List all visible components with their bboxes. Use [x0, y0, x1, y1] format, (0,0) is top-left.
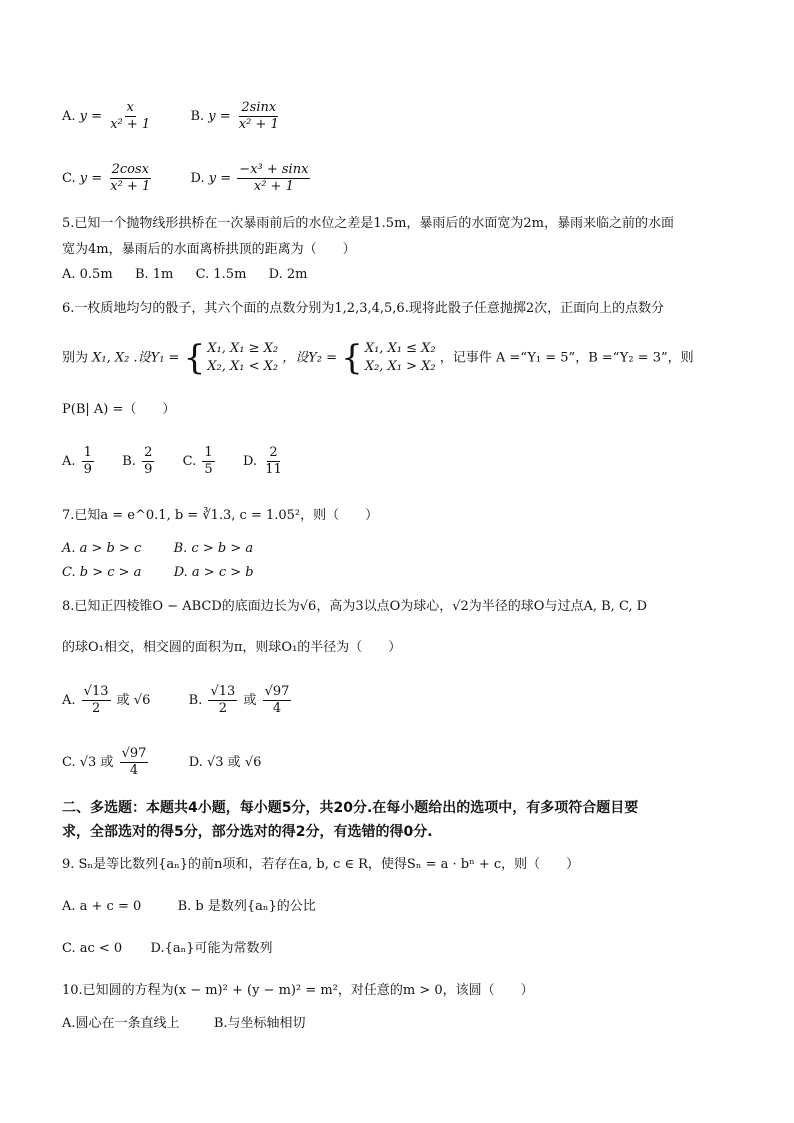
- fraction: [237, 100, 281, 133]
- fraction-numerator: 1: [204, 445, 213, 460]
- q5-stem-line-2: 宽为4m，暴雨后的水面离桥拱顶的距离为（ ）: [62, 242, 356, 257]
- case-2: X₂, X₁ < X₂: [207, 359, 279, 374]
- case-2: X₂, X₁ > X₂: [364, 359, 436, 374]
- q8-option-b-fraction-1: [208, 684, 237, 717]
- q4-option-c: [62, 162, 154, 195]
- q6-option-a-fraction: [82, 445, 94, 478]
- q6-options: [62, 445, 286, 478]
- fraction-numerator: 2cosx: [111, 162, 149, 177]
- q9-options-row-2: [62, 939, 273, 959]
- fraction-numerator: 2sinx: [241, 100, 277, 115]
- q8-options-row-2: [62, 746, 261, 779]
- q4-option-b: [190, 100, 282, 133]
- option-label: B.: [122, 454, 136, 469]
- q4-option-d: [191, 162, 313, 195]
- q8-options-row-1: [62, 684, 293, 717]
- q6-variables: X₁, X₂: [92, 350, 130, 366]
- q7-options-row-2: [62, 563, 254, 583]
- fraction-denominator: x² + 1: [110, 117, 151, 132]
- q6-events: ，记事件 A =“Y₁ = 5”，B =“Y₂ = 3”，则: [439, 350, 694, 366]
- fraction-denominator: x² + 1: [238, 117, 279, 132]
- radical: √3: [79, 755, 97, 770]
- fraction-denominator: 2: [91, 701, 101, 716]
- option-label: C.: [62, 755, 76, 770]
- case-1: X₁, X₁ ≤ X₂: [364, 341, 436, 356]
- option-label: A.: [62, 109, 76, 124]
- fraction-numerator: 1: [83, 445, 92, 460]
- q7-option-b: B. c > b > a: [173, 541, 254, 556]
- option-label: C.: [62, 171, 76, 186]
- fraction-numerator: 2: [144, 445, 153, 460]
- q4-options-row-2: [62, 162, 312, 195]
- option-label: C.: [182, 454, 197, 469]
- option-label: A.: [62, 454, 76, 469]
- radical: √6: [133, 693, 151, 708]
- q6-y1-def: .设Y₁ =: [133, 350, 180, 366]
- fraction-denominator: x² + 1: [110, 179, 151, 194]
- option-label: A.: [62, 693, 76, 708]
- q6-option-d-fraction: [263, 445, 284, 478]
- q10-options-row-1: [62, 1014, 306, 1034]
- q10-option-a: A.圆心在一条直线上: [62, 1016, 180, 1031]
- option-label: B.: [190, 109, 205, 124]
- q6-stem-line-1: 6.一枚质地均匀的骰子，其六个面的点数分别为1,2,3,4,5,6.现将此骰子任意抛掷2次，正面向上的点数分: [62, 301, 665, 316]
- section-2-heading-line-1: 二、多选题：本题共4小题，每小题5分，共20分.在每小题给出的选项中，有多项符合题目要: [62, 800, 639, 816]
- fraction: [108, 162, 152, 195]
- radical: √6: [244, 755, 262, 770]
- q8-option-b-fraction-2: [263, 684, 292, 717]
- q9-option-c: C. ac < 0: [62, 941, 123, 956]
- function-lhs: y =: [208, 171, 232, 186]
- radical: √3: [206, 755, 224, 770]
- or-text: 或: [227, 755, 241, 770]
- q9-stem: 9. Sₙ是等比数列{aₙ}的前n项和，若存在a, b, c ∈ R，使得Sₙ = a · bⁿ + c，则（ ）: [62, 857, 580, 872]
- q6-option-c-fraction: [202, 445, 214, 478]
- fraction-numerator: 2: [269, 445, 278, 460]
- fraction: [108, 100, 152, 133]
- q8-stem-line-2: 的球O₁相交，相交圆的面积为π，则球O₁的半径为（ ）: [62, 640, 402, 655]
- q10-option-b: B.与坐标轴相切: [213, 1016, 306, 1031]
- fraction-denominator: 5: [204, 462, 213, 477]
- q8-option-a-fraction: [82, 684, 111, 717]
- q8-option-c-fraction: [120, 746, 149, 779]
- q7-option-c: C. b > c > a: [62, 565, 142, 580]
- q7-options-row-1: [62, 539, 253, 559]
- q6-y2-def: ，设Y₂ =: [282, 350, 338, 366]
- fraction-numerator: x: [126, 100, 134, 115]
- q4-options-row-1: [62, 100, 283, 133]
- case-1: X₁, X₁ ≥ X₂: [207, 341, 279, 356]
- q6-y1-cases: { X₁, X₁ ≥ X₂ X₂, X₁ < X₂: [183, 338, 279, 378]
- option-label: B.: [188, 693, 203, 708]
- function-lhs: y =: [79, 109, 103, 124]
- fraction: [237, 162, 310, 195]
- fraction-denominator: x² + 1: [253, 179, 294, 194]
- fraction-denominator: 4: [272, 701, 282, 716]
- q5-option-d: D. 2m: [268, 267, 308, 282]
- q9-options-row-1: [62, 897, 316, 917]
- fraction-numerator: √13: [210, 684, 236, 699]
- q9-option-a: A. a + c = 0: [62, 899, 142, 914]
- q4-option-a: [62, 100, 154, 133]
- q7-option-d: D. a > c > b: [173, 565, 254, 580]
- q6-y2-cases: { X₁, X₁ ≤ X₂ X₂, X₁ > X₂: [341, 338, 436, 378]
- option-label: D.: [242, 454, 258, 469]
- or-text: 或: [243, 693, 257, 708]
- option-label: D.: [190, 171, 205, 186]
- fraction-denominator: 9: [144, 462, 153, 477]
- q5-option-c: C. 1.5m: [195, 267, 247, 282]
- q5-options: [62, 265, 308, 285]
- section-2-heading-line-2: 求，全部选对的得5分，部分选对的得2分，有选错的得0分.: [62, 824, 433, 840]
- q6-prob: P(B| A) =（ ）: [62, 402, 176, 417]
- function-lhs: y =: [208, 109, 231, 124]
- q5-option-b: B. 1m: [134, 267, 174, 282]
- option-label: D.: [188, 755, 203, 770]
- fraction-numerator: √97: [121, 746, 147, 761]
- q9-option-d: D.{aₙ}可能为常数列: [150, 941, 273, 956]
- q7-stem: 7.已知a = e^0.1, b = ∛1.3, c = 1.05²，则（ ）: [62, 508, 379, 523]
- q6-text: 别为: [62, 350, 89, 366]
- fraction-numerator: √13: [83, 684, 109, 699]
- q5-option-a: A. 0.5m: [62, 267, 113, 282]
- function-lhs: y =: [79, 171, 103, 186]
- q6-option-b-fraction: [142, 445, 154, 478]
- q7-option-a: A. a > b > c: [62, 541, 142, 556]
- q10-stem: 10.已知圆的方程为(x − m)² + (y − m)² = m²，对任意的m > 0，该圆（ ）: [62, 983, 534, 998]
- fraction-denominator: 4: [129, 763, 139, 778]
- q8-stem-line-1: 8.已知正四棱锥O − ABCD的底面边长为√6，高为3以点O为球心，√2为半径的球O与过点A, B, C, D: [62, 599, 648, 614]
- q6-stem-line-2: [62, 340, 694, 376]
- fraction-denominator: 11: [265, 462, 282, 477]
- or-text: 或: [116, 693, 130, 708]
- fraction-denominator: 9: [83, 462, 92, 477]
- fraction-numerator: √97: [264, 684, 290, 699]
- fraction-numerator: −x³ + sinx: [239, 162, 309, 177]
- q5-stem-line-1: 5.已知一个抛物线形拱桥在一次暴雨前后的水位之差是1.5m，暴雨后的水面宽为2m，暴雨来临之前的水面: [62, 216, 675, 231]
- or-text: 或: [100, 755, 114, 770]
- fraction-denominator: 2: [218, 701, 228, 716]
- q9-option-b: B. b 是数列{aₙ}的公比: [177, 899, 316, 914]
